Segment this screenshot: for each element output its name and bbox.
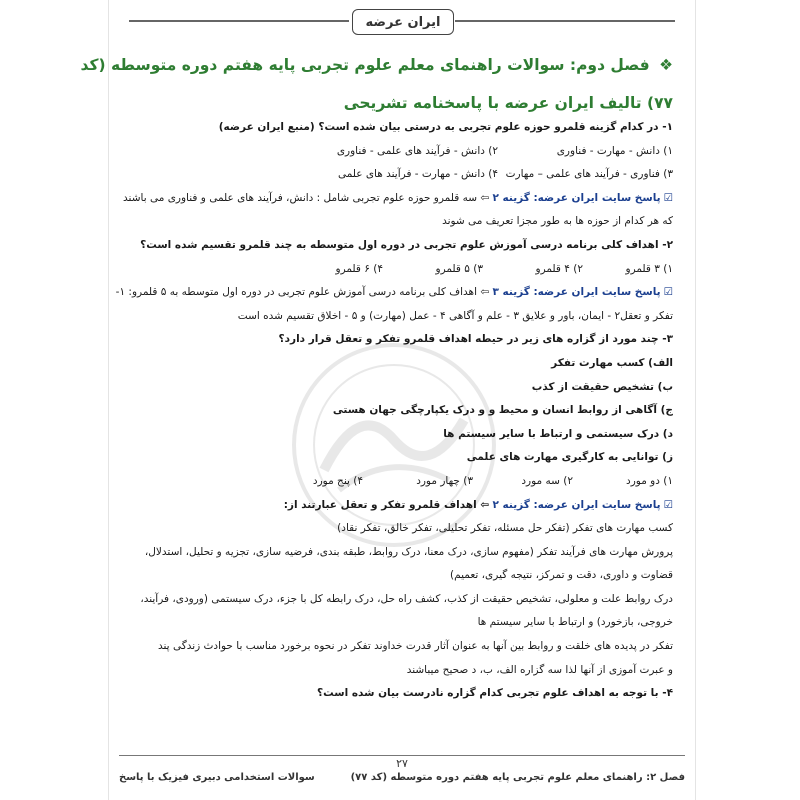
question-2: ۲- اهداف کلی برنامه درسی آموزش علوم تجربی در دوره اول متوسطه به چند قلمرو تقسیم شده است؟ bbox=[140, 238, 673, 251]
answer-2-text-cont: تفکر و تعقل۲ - ایمان، باور و علایق ۳ - علم و آگاهی ۴ - عمل (مهارت) و ۵ - اخلاق تقسیم شده است bbox=[237, 309, 673, 322]
q2-option-2: ۲) ۴ قلمرو bbox=[535, 262, 583, 275]
q2-option-3: ۳) ۵ قلمرو bbox=[435, 262, 483, 275]
header-rule-right bbox=[455, 20, 675, 22]
page-number: ۲۷ bbox=[396, 757, 408, 770]
answer-1-text: ⇦ سه قلمرو حوزه علوم تجربی شامل : دانش، فرآیند های علمی و فناوری می باشند bbox=[123, 191, 490, 204]
q3-option-3: ۳) چهار مورد bbox=[416, 474, 473, 487]
chapter-title-line2: ۷۷) تالیف ایران عرضه با پاسخنامه تشریحی bbox=[343, 94, 673, 112]
q3-option-2: ۲) سه مورد bbox=[521, 474, 573, 487]
q3-statement-c: ج) آگاهی از روابط انسان و محیط و و درک یکپارچگی جهان هستی bbox=[332, 404, 673, 417]
q1-option-1: ۱) دانش - مهارت - فناوری bbox=[556, 144, 673, 157]
checkbox-icon: ☑ bbox=[663, 286, 673, 299]
site-logo bbox=[352, 9, 454, 35]
document-page bbox=[80, 0, 696, 800]
answer-3-line3: قضاوت و داوری، دقت و تمرکز، نتیجه گیری، تعمیم) bbox=[450, 569, 673, 582]
answer-1 bbox=[123, 187, 673, 211]
footer-chapter-title: فصل ۲: راهنمای معلم علوم تجربی پایه هفتم دوره متوسطه (کد ۷۷) bbox=[350, 772, 685, 783]
q1-options-row1 bbox=[128, 140, 673, 164]
answer-3-text: ⇦ اهداف قلمرو تفکر و تعقل عبارتند از: bbox=[283, 498, 490, 511]
header-rule-left bbox=[129, 20, 349, 22]
answer-1-title: پاسخ سایت ایران عرضه: گزینه ۲ bbox=[492, 191, 661, 204]
q3-option-4: ۴) پنج مورد bbox=[312, 474, 363, 487]
q2-options bbox=[128, 258, 673, 282]
answer-2-text: ⇦ اهداف کلی برنامه درسی آموزش علوم تجربی در دوره اول متوسطه به ۵ قلمرو: ۱- bbox=[115, 286, 490, 299]
answer-3-title: پاسخ سایت ایران عرضه: گزینه ۲ bbox=[492, 498, 661, 511]
q1-option-4: ۴) دانش - مهارت - فرآیند های علمی bbox=[337, 168, 498, 181]
question-4: ۴- با توجه به اهداف علوم تجربی کدام گزاره نادرست بیان شده است؟ bbox=[317, 687, 673, 700]
answer-3 bbox=[128, 494, 673, 518]
q1-option-3: ۳) فناوری - فرآیند های علمی – مهارت bbox=[505, 168, 673, 181]
chapter-heading bbox=[80, 46, 673, 122]
answer-3-line6: تفکر در پدیده های خلقت و روابط بین آنها به عنوان آثار قدرت خداوند تفکر در نحوه برخورد مناسب با حوادث زندگی پند bbox=[158, 640, 673, 653]
answer-3-line2: پرورش مهارت های فرآیند تفکر (مفهوم سازی، درک معنا، درک روابط، طبقه بندی، فرضیه سازی، تجزیه و تحلیل، استدلال، bbox=[144, 545, 673, 558]
checkbox-icon: ☑ bbox=[663, 498, 673, 511]
answer-1-text-cont: که هر کدام از حوزه ها به طور مجزا تعریف می شوند bbox=[442, 215, 673, 228]
answer-3-line5: خروجی، بازخورد) و ارتباط با سایر سیستم ها bbox=[477, 616, 673, 629]
answer-2 bbox=[115, 281, 673, 305]
checkbox-icon: ☑ bbox=[663, 191, 673, 204]
q3-statement-b: ب) تشخیص حقیقت از کذب bbox=[531, 380, 673, 393]
answer-2-title: پاسخ سایت ایران عرضه: گزینه ۳ bbox=[492, 286, 661, 299]
footer-book-title: سوالات استخدامی دبیری فیزیک با پاسخ bbox=[119, 772, 315, 783]
q1-options-row2 bbox=[128, 163, 673, 187]
answer-3-line7: و عبرت آموزی از آنها لذا سه گزاره الف، ب، د صحیح میباشند bbox=[406, 663, 673, 676]
q2-option-4: ۴) ۶ قلمرو bbox=[335, 262, 383, 275]
logo-text: ایران عرضه bbox=[365, 14, 441, 30]
q3-statement-d: د) درک سیستمی و ارتباط با سایر سیستم ها bbox=[443, 427, 673, 440]
q3-options bbox=[128, 470, 673, 494]
answer-3-line1: کسب مهارت های تفکر (تفکر حل مسئله، تفکر تحلیلی، تفکر خالق، تفکر نقاد) bbox=[337, 522, 673, 535]
question-3: ۳- چند مورد از گزاره های زیر در حیطه اهداف قلمرو تفکر و تعقل قرار دارد؟ bbox=[278, 333, 673, 346]
diamond-bullet-icon: ❖ bbox=[659, 56, 673, 74]
q2-option-1: ۱) ۳ قلمرو bbox=[625, 262, 673, 275]
q3-statement-e: ز) توانایی به کارگیری مهارت های علمی bbox=[466, 451, 673, 464]
q3-option-1: ۱) دو مورد bbox=[626, 474, 673, 487]
q1-option-2: ۲) دانش - فرآیند های علمی - فناوری bbox=[336, 144, 498, 157]
q3-statement-a: الف) کسب مهارت تفکر bbox=[551, 356, 673, 369]
chapter-title-line1: فصل دوم: سوالات راهنمای معلم علوم تجربی پایه هفتم دوره متوسطه (کد bbox=[80, 56, 650, 74]
footer-divider bbox=[119, 755, 685, 756]
document-body bbox=[115, 116, 673, 706]
question-1: ۱- در کدام گزینه قلمرو حوزه علوم تجربی به درستی بیان شده است؟ (منبع ایران عرضه) bbox=[218, 121, 673, 133]
answer-3-line4: درک روابط علت و معلولی، تشخیص حقیقت از کذب، کشف راه حل، درک رابطه کل با جزء، درک سیستمی (ورودی، فرآیند، bbox=[140, 592, 673, 605]
